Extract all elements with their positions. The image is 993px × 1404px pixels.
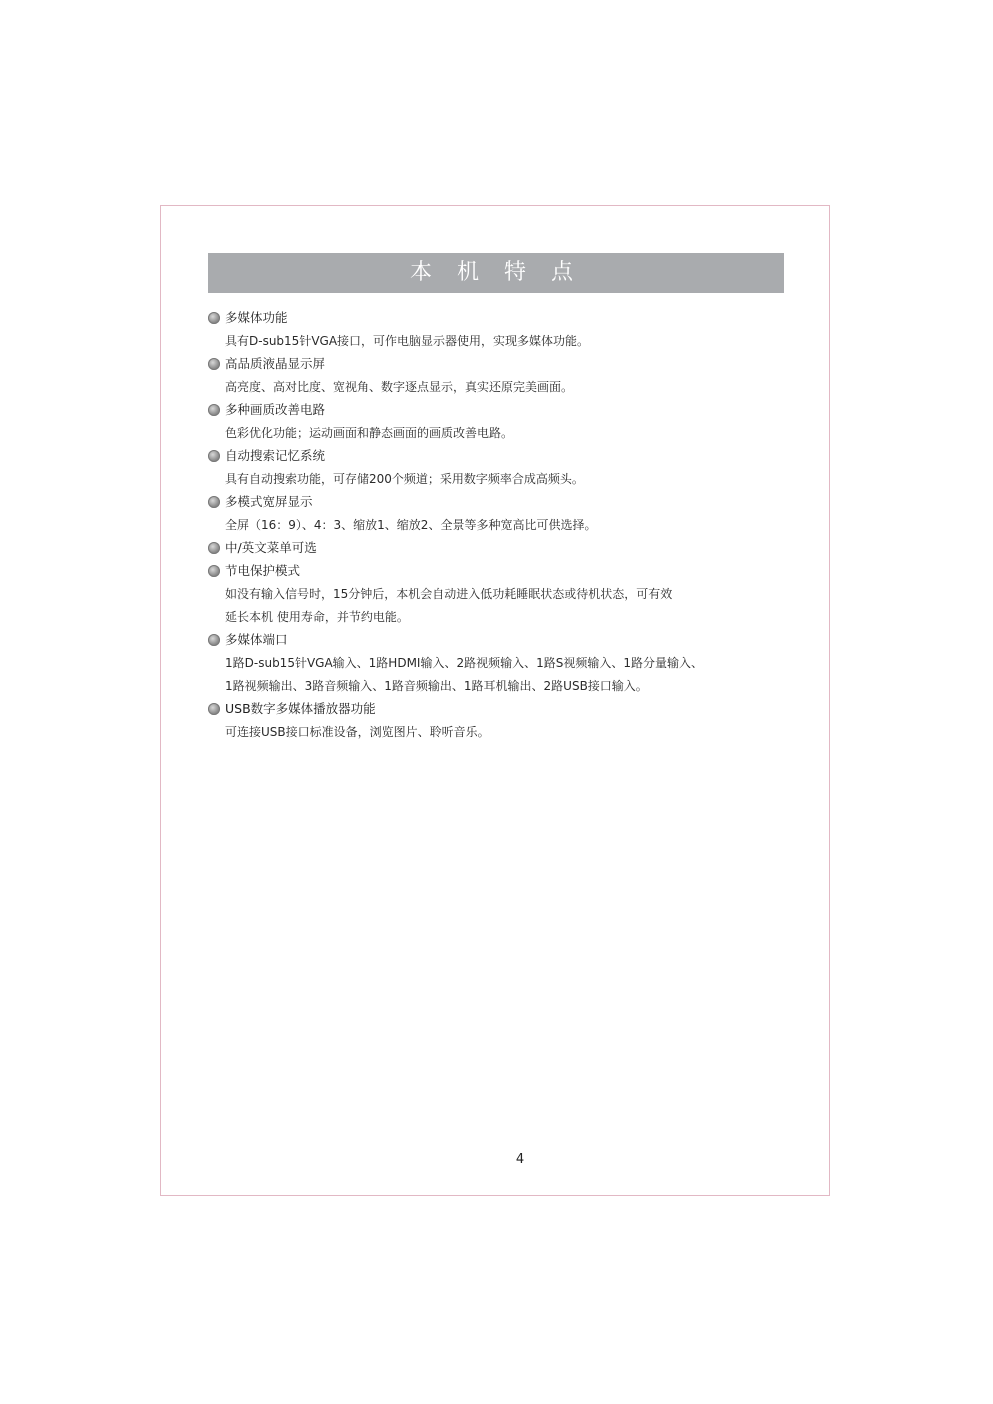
feature-title: 节电保护模式 (225, 563, 301, 578)
feature-item (208, 560, 788, 629)
bullet-icon (208, 312, 220, 324)
feature-title: 多模式宽屏显示 (225, 494, 313, 509)
feature-description-line: 延长本机 使用寿命，并节约电能。 (225, 610, 409, 624)
feature-heading (208, 491, 788, 513)
feature-title: 中/英文菜单可选 (225, 540, 317, 555)
bullet-icon (208, 404, 220, 416)
feature-title: 多媒体功能 (225, 310, 288, 325)
feature-item (208, 698, 788, 744)
feature-title: 高品质液晶显示屏 (225, 356, 326, 371)
feature-description (208, 652, 788, 698)
feature-heading (208, 307, 788, 329)
bullet-icon (208, 496, 220, 508)
feature-title: 多媒体端口 (225, 632, 288, 647)
page-number: 4 (515, 1152, 525, 1167)
feature-description-line: 可连接USB接口标准设备，浏览图片、聆听音乐。 (225, 725, 490, 739)
feature-item (208, 445, 788, 491)
feature-description-line: 1路D-sub15针VGA输入、1路HDMI输入、2路视频输入、1路S视频输入、1路分量输入、 (225, 656, 703, 670)
feature-item (208, 353, 788, 399)
bullet-icon (208, 358, 220, 370)
bullet-icon (208, 565, 220, 577)
feature-description-line: 高亮度、高对比度、宽视角、数字逐点显示，真实还原完美画面。 (225, 380, 574, 394)
feature-description (208, 721, 788, 744)
feature-heading (208, 629, 788, 651)
feature-description-line: 如没有输入信号时，15分钟后，本机会自动进入低功耗睡眠状态或待机状态，可有效 (225, 587, 673, 601)
feature-heading (208, 445, 788, 467)
feature-title: 自动搜索记忆系统 (225, 448, 326, 463)
feature-description-line: 具有D-sub15针VGA接口，可作电脑显示器使用，实现多媒体功能。 (225, 334, 590, 348)
feature-heading (208, 698, 788, 720)
feature-heading (208, 353, 788, 375)
bullet-icon (208, 450, 220, 462)
feature-heading (208, 399, 788, 421)
feature-item (208, 537, 788, 559)
feature-description (208, 583, 788, 629)
bullet-icon (208, 703, 220, 715)
feature-heading (208, 560, 788, 582)
feature-description (208, 514, 788, 537)
feature-item (208, 629, 788, 698)
feature-item (208, 491, 788, 537)
feature-description-line: 全屏（16：9）、4：3、缩放1、缩放2、全景等多种宽高比可供选择。 (225, 518, 597, 532)
feature-item (208, 399, 788, 445)
bullet-icon (208, 542, 220, 554)
feature-description-line: 具有自动搜索功能，可存储200个频道；采用数字频率合成高频头。 (225, 472, 584, 486)
feature-item (208, 307, 788, 353)
feature-title: USB数字多媒体播放器功能 (225, 701, 376, 716)
section-title: 本 机 特 点 (208, 253, 784, 293)
feature-list (208, 307, 788, 744)
feature-description (208, 468, 788, 491)
feature-description (208, 376, 788, 399)
feature-description (208, 330, 788, 353)
feature-description-line: 1路视频输出、3路音频输入、1路音频输出、1路耳机输出、2路USB接口输入。 (225, 679, 648, 693)
bullet-icon (208, 634, 220, 646)
feature-description (208, 422, 788, 445)
feature-description-line: 色彩优化功能；运动画面和静态画面的画质改善电路。 (225, 426, 514, 440)
feature-heading (208, 537, 788, 559)
feature-title: 多种画质改善电路 (225, 402, 326, 417)
